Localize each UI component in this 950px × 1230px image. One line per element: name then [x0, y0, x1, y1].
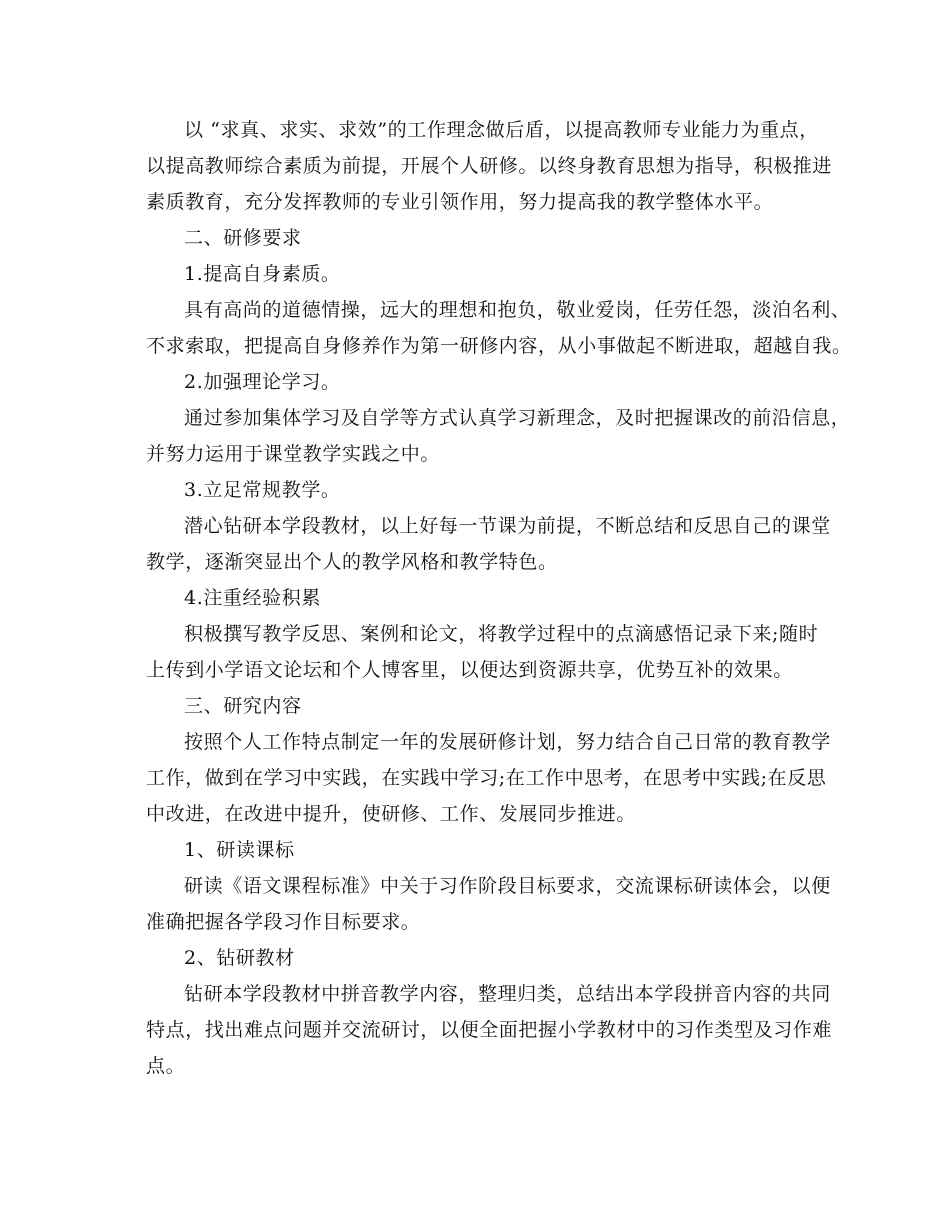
text-line: 教学，逐渐突显出个人的教学风格和教学特色。	[146, 551, 558, 573]
document-page	[146, 112, 852, 1084]
subheading-study-textbook	[146, 940, 806, 976]
paragraph-experience	[146, 616, 819, 688]
section-heading-requirements	[146, 220, 806, 256]
subheading-routine-teaching	[146, 472, 806, 508]
text-line: 上传到小学语文论坛和个人博客里，以便达到资源共享，优势互补的效果。	[146, 659, 793, 681]
subheading: 4.注重经验积累	[184, 587, 321, 609]
text-line: 素质教育，充分发挥教师的专业引领作用，努力提高我的教学整体水平。	[146, 191, 774, 213]
text-line: 工作，做到在学习中实践，在实践中学习;在工作中思考，在思考中实践;在反思	[146, 767, 827, 789]
text-line: 按照个人工作特点制定一年的发展研修计划，努力结合自己日常的教育教学	[184, 731, 831, 753]
subheading: 3.立足常规教学。	[184, 479, 341, 501]
section-heading: 三、研究内容	[184, 695, 302, 717]
text-line: 具有高尚的道德情操，远大的理想和抱负，敬业爱岗，任劳任怨，淡泊名利、	[184, 299, 851, 321]
subheading: 1、研读课标	[184, 839, 295, 861]
paragraph-research-plan	[146, 724, 831, 832]
text-line: 以 “求真、求实、求效”的工作理念做后盾，以提高教师专业能力为重点，	[184, 119, 819, 141]
text-line: 研读《语文课程标准》中关于习作阶段目标要求，交流课标研读体会，以便	[184, 875, 831, 897]
text-line: 潜心钻研本学段教材，以上好每一节课为前提，不断总结和反思自己的课堂	[184, 515, 831, 537]
paragraph-study-standards	[146, 868, 831, 940]
text-line: 不求索取，把提高自身修养作为第一研修内容，从小事做起不断进取，超越自我。	[146, 335, 852, 357]
subheading-theory-study	[146, 364, 806, 400]
text-line: 通过参加集体学习及自学等方式认真学习新理念，及时把握课改的前沿信息，	[184, 407, 851, 429]
paragraph-improve-quality	[146, 292, 852, 364]
text-line: 点。	[146, 1055, 186, 1077]
subheading-experience	[146, 580, 806, 616]
text-line: 钻研本学段教材中拼音教学内容，整理归类，总结出本学段拼音内容的共同	[184, 983, 831, 1005]
text-line: 准确把握各学段习作目标要求。	[146, 911, 421, 933]
text-line: 中改进，在改进中提升，使研修、工作、发展同步推进。	[146, 803, 637, 825]
text-line: 以提高教师综合素质为前提，开展个人研修。以终身教育思想为指导，积极推进	[146, 155, 833, 177]
subheading-study-standards	[146, 832, 806, 868]
text-line: 并努力运用于课堂教学实践之中。	[146, 443, 441, 465]
subheading: 2、钻研教材	[184, 947, 295, 969]
section-heading-research-content	[146, 688, 806, 724]
subheading-improve-quality	[146, 256, 806, 292]
text-line: 特点，找出难点问题并交流研讨，以便全面把握小学教材中的习作类型及习作难	[146, 1019, 833, 1041]
paragraph-work-philosophy	[146, 112, 833, 220]
text-line: 积极撰写教学反思、案例和论文，将教学过程中的点滴感悟记录下来;随时	[184, 623, 819, 645]
paragraph-study-textbook	[146, 976, 833, 1084]
subheading: 1.提高自身素质。	[184, 263, 341, 285]
section-heading: 二、研修要求	[184, 227, 302, 249]
paragraph-routine-teaching	[146, 508, 831, 580]
subheading: 2.加强理论学习。	[184, 371, 341, 393]
paragraph-theory-study	[146, 400, 851, 472]
